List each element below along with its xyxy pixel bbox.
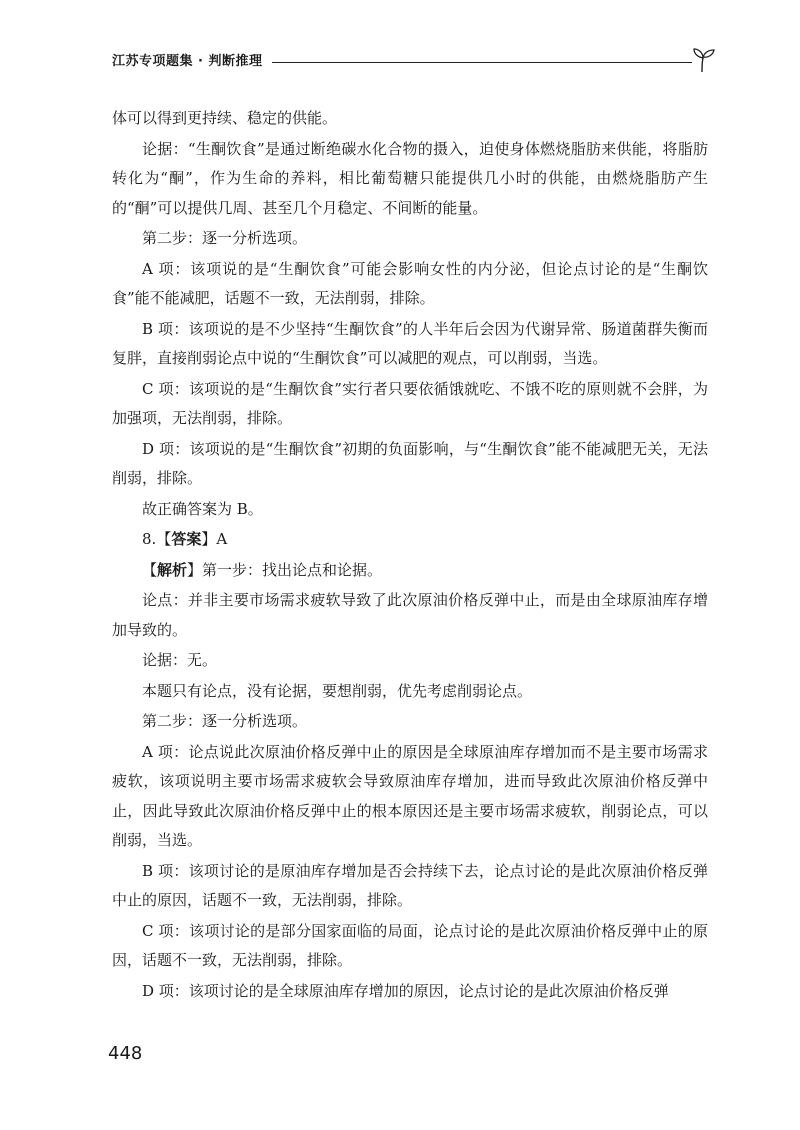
paragraph: C 项：该项讨论的是部分国家面临的局面，论点讨论的是此次原油价格反弹中止的原因，话题不一致，无法削弱，排除。 xyxy=(112,921,708,969)
paragraph: D 项：该项讨论的是全球原油库存增加的原因，论点讨论的是此次原油价格反弹 xyxy=(142,981,669,1000)
paragraph: 论据：无。 xyxy=(142,651,218,669)
paragraph: 本题只有论点，没有论据，要想削弱，优先考虑削弱论点。 xyxy=(142,681,533,700)
paragraph: 第二步：逐一分析选项。 xyxy=(142,229,308,247)
paragraph: 体可以得到更持续、稳定的供能。 xyxy=(112,109,338,127)
analysis-prefix: 【 xyxy=(142,560,158,579)
paragraph: A 项：该项说的是“生酮饮食”可能会影响女性的内分泌，但论点讨论的是“生酮饮食”能不能减肥，话题不一致，无法削弱，排除。 xyxy=(112,259,708,307)
answer-line xyxy=(112,525,708,555)
paragraph: D 项：该项说的是“生酮饮食”初期的负面影响，与“生酮饮食”能不能减肥无关，无法削弱，排除。 xyxy=(112,439,708,487)
analysis-label: 解析 xyxy=(157,560,188,579)
paragraph: 论点：并非主要市场需求疲软导致了此次原油价格反弹中止，而是由全球原油库存增加导致的。 xyxy=(112,591,708,639)
paragraph: 论据：“生酮饮食”是通过断绝碳水化合物的摄入，迫使身体燃烧脂肪来供能，将脂肪转化为“酮”，作为生命的养料，相比葡萄糖只能提供几小时的供能，由燃烧脂肪产生的“酮”可以提供几周、甚至几个月稳定、不间断的能量。 xyxy=(112,139,708,217)
answer-value: 】A xyxy=(201,530,228,548)
paragraph: 第二步：逐一分析选项。 xyxy=(142,712,308,730)
analysis-line xyxy=(112,556,708,586)
paragraph: A 项：论点说此次原油价格反弹中止的原因是全球原油库存增加而不是主要市场需求疲软，该项说明主要市场需求疲软会导致原油库存增加，进而导致此次原油价格反弹中止，因此导致此次原油价格反弹中止的根本原因还是主要市场需求疲软，削弱论点，可以削弱，当选。 xyxy=(112,742,708,849)
answer-prefix: 8.【 xyxy=(142,530,172,548)
paragraph: B 项：该项讨论的是原油库存增加是否会持续下去，论点讨论的是此次原油价格反弹中止的原因，话题不一致，无法削弱，排除。 xyxy=(112,861,708,909)
header-rule xyxy=(272,62,692,63)
header-title: 江苏专项题集 · 判断推理 xyxy=(112,54,263,69)
paragraph: B 项：该项说的是不少坚持“生酮饮食”的人半年后会因为代谢异常、肠道菌群失衡而复胖，直接削弱论点中说的“生酮饮食”可以减肥的观点，可以削弱，当选。 xyxy=(112,319,708,367)
paragraph: C 项：该项说的是“生酮饮食”实行者只要依循饿就吃、不饿不吃的原则就不会胖，为加强项，无法削弱，排除。 xyxy=(112,379,708,427)
page-body xyxy=(112,104,708,1006)
analysis-text: 】第一步：找出论点和论据。 xyxy=(187,560,383,579)
paragraph: 故正确答案为 B。 xyxy=(142,499,263,518)
answer-label: 答案 xyxy=(171,530,202,548)
sprout-icon xyxy=(688,44,718,74)
page-number: 448 xyxy=(108,1043,143,1064)
page-header xyxy=(112,44,712,74)
